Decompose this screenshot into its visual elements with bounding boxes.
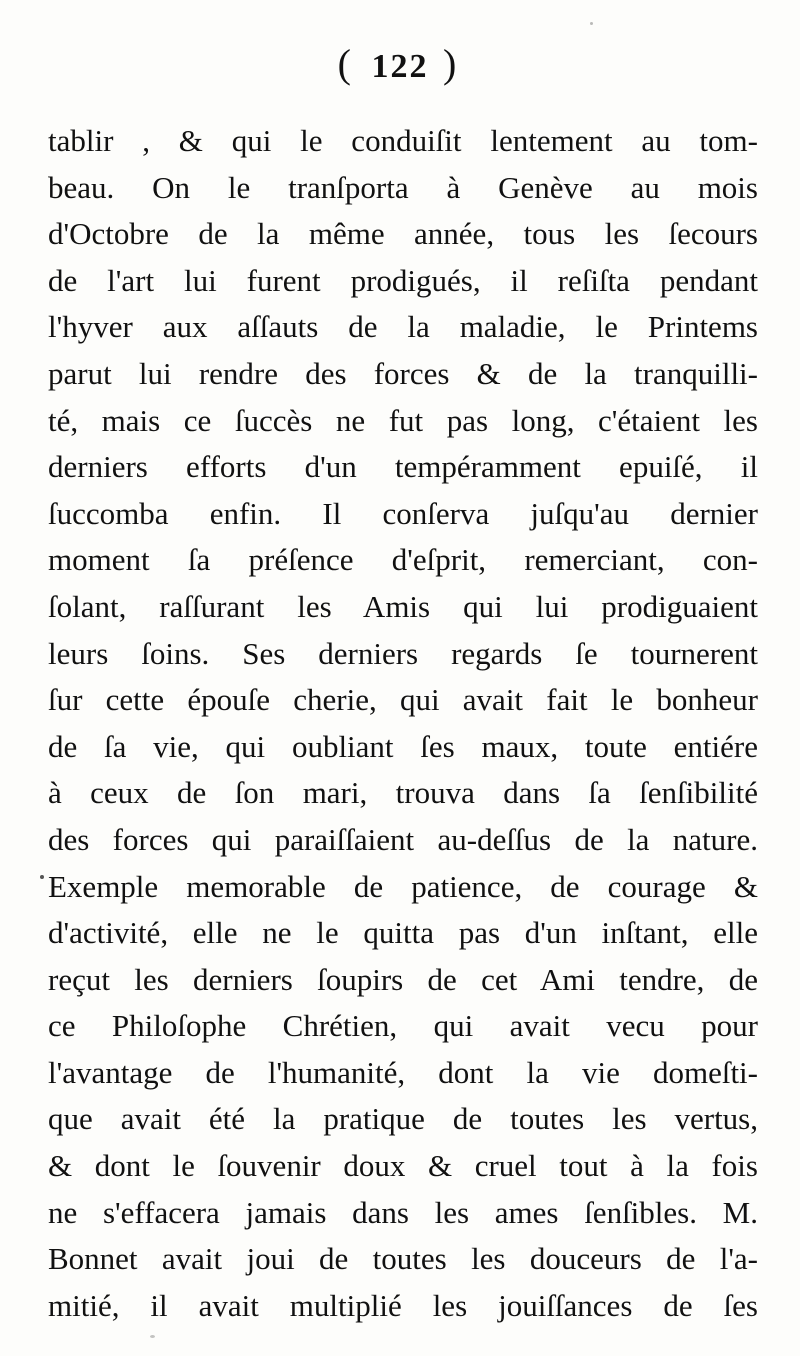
text-line: Bonnet avait joui de toutes les douceurs de l'a- bbox=[48, 1241, 758, 1277]
text-line: l'hyver aux aſſauts de la maladie, le Printems bbox=[48, 309, 758, 345]
text-line: & dont le ſouvenir doux & cruel tout à la fois bbox=[48, 1148, 758, 1184]
ink-speck bbox=[590, 22, 593, 25]
page-number: 122 bbox=[371, 48, 429, 85]
text-line: d'activité, elle ne le quitta pas d'un inſtant, elle bbox=[48, 915, 758, 951]
ink-speck bbox=[150, 1335, 155, 1338]
text-line: ce Philoſophe Chrétien, qui avait vecu pour bbox=[48, 1008, 758, 1044]
text-line: de l'art lui furent prodigués, il reſiſta pendant bbox=[48, 262, 758, 298]
text-line: ſur cette épouſe cherie, qui avait fait le bonheur bbox=[48, 682, 758, 718]
text-line: de ſa vie, qui oubliant ſes maux, toute entiére bbox=[48, 728, 758, 764]
text-line: tablir , & qui le conduiſit lentement au tom- bbox=[48, 123, 758, 158]
text-line: reçut les derniers ſoupirs de cet Ami tendre, de bbox=[48, 961, 758, 997]
text-line: beau. On le tranſporta à Genève au mois bbox=[48, 169, 758, 205]
text-line: des forces qui paraiſſaient au-deſſus de la nature. bbox=[48, 821, 758, 857]
text-line: à ceux de ſon mari, trouva dans ſa ſenſibilité bbox=[48, 775, 758, 811]
close-parenthesis: ) bbox=[443, 41, 463, 86]
text-line: que avait été la pratique de toutes les vertus, bbox=[48, 1101, 758, 1137]
text-line: leurs ſoins. Ses derniers regards ſe tournerent bbox=[48, 635, 758, 671]
text-line: té, mais ce ſuccès ne fut pas long, c'étaient les bbox=[48, 402, 758, 438]
text-line: ſolant, raſſurant les Amis qui lui prodiguaient bbox=[48, 588, 758, 624]
text-line: derniers efforts d'un tempéramment epuiſé, il bbox=[48, 449, 758, 485]
body-text bbox=[48, 118, 758, 1329]
text-line: Exemple memorable de patience, de courage & bbox=[48, 868, 758, 904]
text-line: parut lui rendre des forces & de la tranquilli- bbox=[48, 355, 758, 391]
open-parenthesis: ( bbox=[337, 41, 357, 86]
text-line: ſuccomba enfin. Il conſerva juſqu'au dernier bbox=[48, 495, 758, 531]
page-header bbox=[0, 40, 800, 87]
text-line: moment ſa préſence d'eſprit, remerciant, con- bbox=[48, 542, 758, 578]
text-line: d'Octobre de la même année, tous les ſecours bbox=[48, 216, 758, 252]
ink-speck bbox=[40, 875, 44, 879]
text-line: l'avantage de l'humanité, dont la vie domeſti- bbox=[48, 1054, 758, 1090]
text-line: ne s'effacera jamais dans les ames ſenſibles. M. bbox=[48, 1194, 758, 1230]
text-line: mitié, il avait multiplié les jouiſſances de ſes bbox=[48, 1287, 758, 1323]
